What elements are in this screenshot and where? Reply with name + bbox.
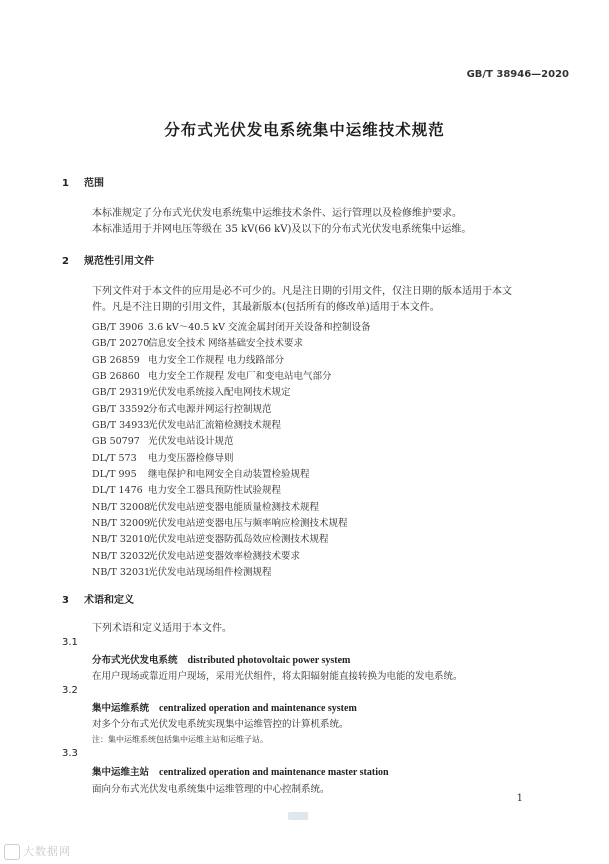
reference-item: NB/T 32010光伏发电站逆变器防孤岛效应检测技术规程 [92,534,329,546]
section-1-paragraph: 本标准规定了分布式光伏发电系统集中运维技术条件、运行管理以及检修维护要求。 [92,208,462,219]
section-heading-normative-references: 2 规范性引用文件 [62,256,154,267]
reference-item: GB/T 3906 3.6 kV～40.5 kV 交流金属封闭开关设备和控制设备 [92,322,371,333]
section-heading-scope: 1 范围 [62,178,104,189]
watermark-logo-icon [4,844,20,860]
section-2-paragraph: 件。凡是不注日期的引用文件，其最新版本(包括所有的修改单)适用于本文件。 [92,302,440,313]
page-number: 1 [516,793,523,804]
reference-item: NB/T 32009光伏发电站逆变器电压与频率响应检测技术规程 [92,518,348,530]
standard-code: GB/T 38946—2020 [466,69,569,80]
reference-item: DL/T 995 继电保护和电网安全自动装置检验规程 [92,469,310,481]
term-heading: 集中运维系统 centralized operation and maintenance system [92,703,357,714]
reference-item: GB/T 29319光伏发电系统接入配电网技术规定 [92,387,291,399]
reference-item: GB 26860 电力安全工作规程 发电厂和变电站电气部分 [92,371,332,383]
reference-item: GB/T 33592分布式电源并网运行控制规范 [92,403,272,415]
term-heading: 集中运维主站 centralized operation and maintenance master station [92,767,389,778]
reference-list [92,320,371,582]
reference-item: GB/T 20270信息安全技术 网络基础安全技术要求 [92,338,304,350]
reference-item: DL/T 573 电力变压器检修导则 [92,452,234,464]
term-number: 3.1 [62,637,78,648]
section-3-intro: 下列术语和定义适用于本文件。 [92,623,232,634]
reference-item: DL/T 1476 电力安全工器具预防性试验规程 [92,485,282,497]
section-1-paragraph: 本标准适用于并网电压等级在 35 kV(66 kV)及以下的分布式光伏发电系统集中运维。 [92,224,472,235]
reference-item: NB/T 32008光伏发电站逆变器电能质量检测技术规程 [92,501,320,513]
reference-item: NB/T 32032光伏发电站逆变器效率检测技术要求 [92,550,301,562]
reference-item: GB 50797 光伏发电站设计规范 [92,436,234,448]
section-heading-terms-definitions: 3 术语和定义 [62,595,134,606]
term-definition: 面向分布式光伏发电系统集中运维管理的中心控制系统。 [92,784,330,795]
term-definition: 在用户现场或靠近用户现场，采用光伏组件，将太阳辐射能直接转换为电能的发电系统。 [92,671,463,682]
term-number: 3.2 [62,685,78,696]
watermark: 大数据网 [4,843,71,860]
section-2-paragraph: 下列文件对于本文件的应用是必不可少的。凡是注日期的引用文件，仅注日期的版本适用于本文 [92,286,512,297]
reference-item: NB/T 32031光伏发电站现场组件检测规程 [92,567,272,579]
document-title: 分布式光伏发电系统集中运维技术规范 [164,121,445,139]
reference-item: GB/T 34933光伏发电站汇流箱检测技术规程 [92,420,282,432]
term-number: 3.3 [62,748,78,759]
term-definition: 对多个分布式光伏发电系统实现集中运维管控的计算机系统。 [92,719,349,730]
reference-item: GB 26859 电力安全工作规程 电力线路部分 [92,354,285,366]
term-heading: 分布式光伏发电系统 distributed photovoltaic power system [92,655,351,666]
term-note: 注：集中运维系统包括集中运维主站和运维子站。 [92,735,268,744]
library-stamp [288,812,308,820]
